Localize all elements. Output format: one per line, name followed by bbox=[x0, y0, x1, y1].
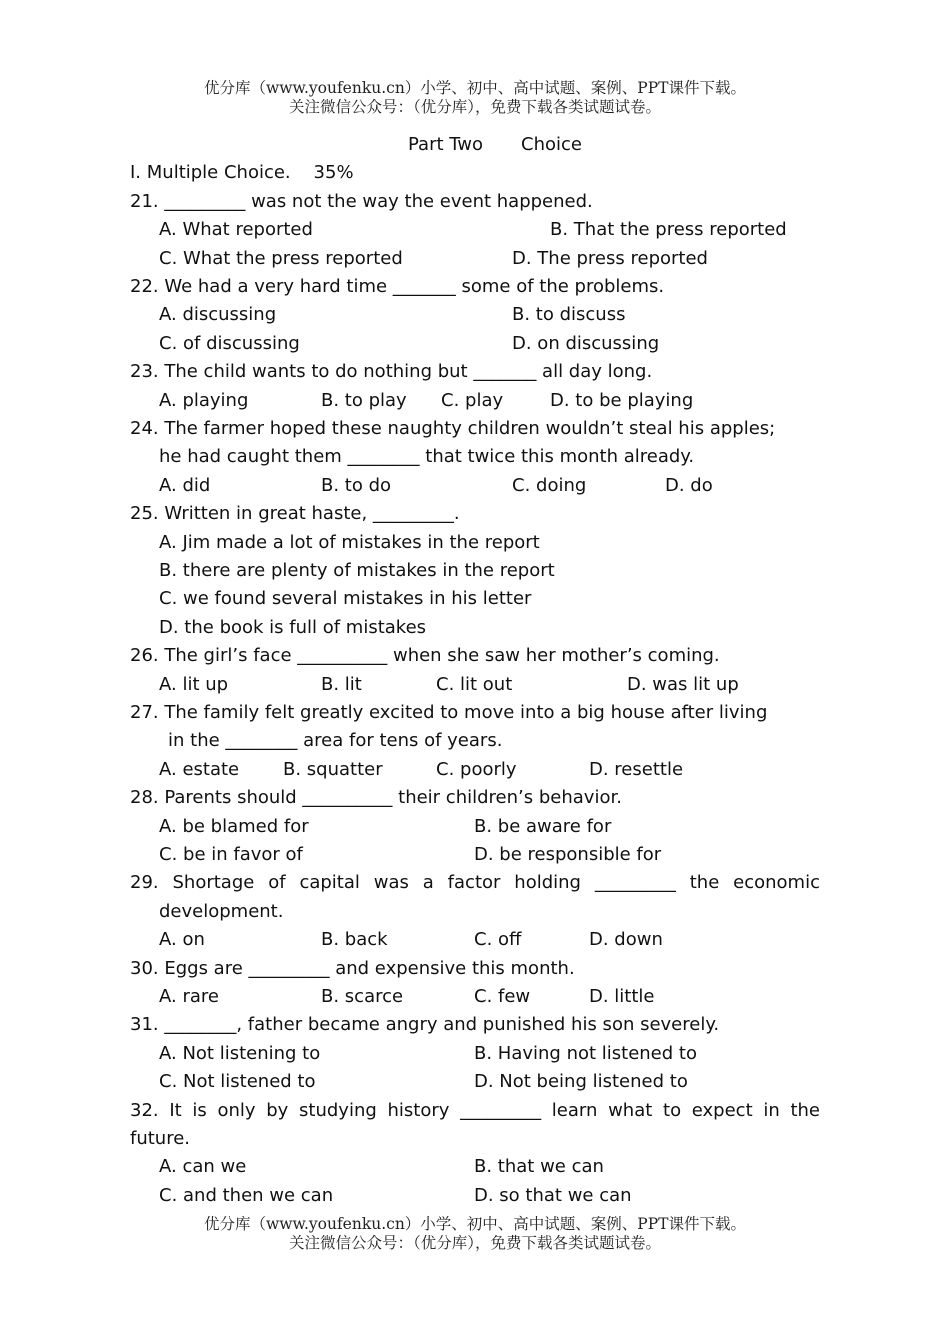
option[interactable]: D. the book is full of mistakes bbox=[159, 616, 427, 638]
option[interactable]: A. be blamed for bbox=[159, 815, 309, 837]
footer-line-2: 关注微信公众号：（优分库），免费下载各类试题试卷。 bbox=[288, 1234, 661, 1252]
options-row bbox=[130, 1182, 820, 1210]
option[interactable]: D. on discussing bbox=[512, 332, 660, 354]
part-title: Choice bbox=[521, 134, 582, 155]
footer-banner bbox=[0, 1215, 950, 1253]
header-line-2: 关注微信公众号：（优分库），免费下载各类试题试卷。 bbox=[288, 98, 661, 116]
footer-line-1: 优分库（www.youfenku.cn）小学、初中、高中试题、案例、PPT课件下载。 bbox=[203, 1215, 747, 1233]
subsection-heading bbox=[130, 159, 820, 187]
options-row bbox=[130, 330, 820, 358]
option[interactable]: A. lit up bbox=[159, 673, 229, 695]
option[interactable]: D. so that we can bbox=[474, 1184, 632, 1206]
option[interactable]: A. rare bbox=[159, 986, 219, 1008]
options-row bbox=[130, 756, 820, 784]
question-stem: 29. Shortage of capital was a factor holding _________ the economic bbox=[130, 872, 820, 894]
question-stem-continued: he had caught them ________ that twice this month already. bbox=[159, 446, 695, 468]
option[interactable]: D. little bbox=[589, 986, 655, 1008]
option[interactable]: C. few bbox=[474, 986, 531, 1008]
option[interactable]: B. to discuss bbox=[512, 304, 626, 326]
option[interactable]: C. poorly bbox=[436, 758, 517, 780]
option[interactable]: B. back bbox=[321, 929, 388, 951]
option[interactable]: B. lit bbox=[321, 673, 362, 695]
option[interactable]: B. scarce bbox=[321, 986, 404, 1008]
part-label: Part Two bbox=[408, 134, 484, 155]
subsection-score: 35% bbox=[313, 162, 354, 184]
option[interactable]: A. on bbox=[159, 929, 205, 951]
option[interactable]: D. be responsible for bbox=[474, 844, 662, 866]
question-stem: 32. It is only by studying history _________ learn what to expect in the bbox=[130, 1099, 820, 1121]
question-stem: 27. The family felt greatly excited to move into a big house after living bbox=[130, 702, 768, 724]
header-banner bbox=[0, 79, 950, 117]
options-row bbox=[130, 841, 820, 869]
options-row bbox=[130, 671, 820, 699]
option[interactable]: B. to do bbox=[321, 474, 392, 496]
question-stem: 22. We had a very hard time _______ some of the problems. bbox=[130, 276, 665, 297]
option[interactable]: A. What reported bbox=[159, 219, 313, 241]
option[interactable]: D. The press reported bbox=[512, 247, 708, 269]
option[interactable]: C. we found several mistakes in his letter bbox=[159, 588, 532, 610]
options-row bbox=[130, 1040, 820, 1068]
option[interactable]: C. off bbox=[474, 929, 522, 951]
option[interactable]: C. play bbox=[441, 389, 504, 411]
options-row bbox=[130, 245, 820, 273]
section-title bbox=[130, 131, 820, 159]
option[interactable]: A. did bbox=[159, 474, 211, 496]
option[interactable]: D. Not being listened to bbox=[474, 1071, 688, 1093]
option[interactable]: A. estate bbox=[159, 758, 240, 780]
option[interactable]: A. can we bbox=[159, 1156, 247, 1178]
question-stem: 26. The girl’s face __________ when she saw her mother’s coming. bbox=[130, 645, 720, 667]
options-row bbox=[130, 813, 820, 841]
options-row bbox=[130, 387, 820, 415]
option[interactable]: B. That the press reported bbox=[550, 219, 787, 241]
options-row bbox=[130, 926, 820, 954]
option[interactable]: D. resettle bbox=[589, 758, 684, 780]
option[interactable]: A. playing bbox=[159, 389, 249, 411]
option[interactable]: B. there are plenty of mistakes in the report bbox=[159, 560, 555, 581]
option[interactable]: A. Jim made a lot of mistakes in the report bbox=[159, 531, 540, 553]
option[interactable]: C. Not listened to bbox=[159, 1071, 316, 1093]
option[interactable]: B. that we can bbox=[474, 1156, 604, 1178]
question-stem: 21. _________ was not the way the event happened. bbox=[130, 190, 593, 212]
options-row bbox=[130, 301, 820, 329]
option[interactable]: D. was lit up bbox=[627, 673, 739, 695]
question-stem: 28. Parents should __________ their children’s behavior. bbox=[130, 787, 622, 809]
option[interactable]: B. Having not listened to bbox=[474, 1042, 697, 1064]
question-stem: 25. Written in great haste, _________. bbox=[130, 503, 460, 525]
exam-content bbox=[130, 131, 820, 1210]
option[interactable]: D. down bbox=[589, 929, 663, 951]
subsection-label: I. Multiple Choice. bbox=[130, 162, 291, 184]
options-row bbox=[130, 472, 820, 500]
options-row bbox=[130, 1153, 820, 1181]
option[interactable]: C. lit out bbox=[436, 673, 513, 695]
header-line-1: 优分库（www.youfenku.cn）小学、初中、高中试题、案例、PPT课件下载。 bbox=[203, 79, 747, 97]
question-stem: 23. The child wants to do nothing but _______ all day long. bbox=[130, 361, 653, 383]
option[interactable]: D. to be playing bbox=[550, 389, 694, 411]
options-row bbox=[130, 983, 820, 1011]
options-row bbox=[130, 216, 820, 244]
question-stem: 30. Eggs are _________ and expensive this month. bbox=[130, 957, 575, 979]
option[interactable]: D. do bbox=[665, 474, 713, 496]
question-stem: 24. The farmer hoped these naughty children wouldn’t steal his apples; bbox=[130, 417, 776, 439]
option[interactable]: B. squatter bbox=[283, 758, 383, 780]
question-stem-continued: in the ________ area for tens of years. bbox=[168, 730, 503, 752]
option[interactable]: C. be in favor of bbox=[159, 844, 303, 866]
option[interactable]: B. be aware for bbox=[474, 815, 612, 837]
question-stem-continued: future. bbox=[130, 1128, 191, 1149]
option[interactable]: C. and then we can bbox=[159, 1184, 334, 1206]
question-stem-continued: development. bbox=[159, 900, 284, 922]
options-row bbox=[130, 1068, 820, 1096]
option[interactable]: B. to play bbox=[321, 389, 407, 411]
option[interactable]: C. What the press reported bbox=[159, 247, 403, 269]
option[interactable]: A. Not listening to bbox=[159, 1042, 321, 1064]
option[interactable]: A. discussing bbox=[159, 304, 277, 326]
option[interactable]: C. doing bbox=[512, 474, 587, 496]
option[interactable]: C. of discussing bbox=[159, 332, 300, 354]
question-stem: 31. ________, father became angry and punished his son severely. bbox=[130, 1014, 720, 1036]
